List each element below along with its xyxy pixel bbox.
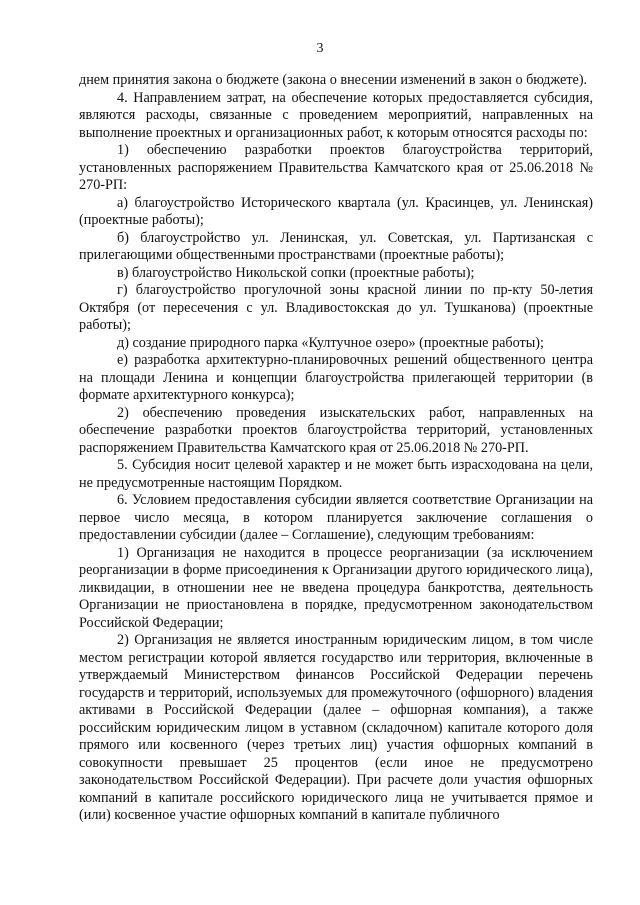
paragraph: 1) Организация не находится в процессе реорганизации (за исключением реорганизации в форме присоединения к Организации другого юридического лица), ликвидации, в отношении нее не введена процедура банкротства, деятельность Организации не приостановлена в порядке, предусмотренном законодательством Российской Федерации;	[79, 544, 593, 631]
paragraph: 2) Организация не является иностранным юридическим лицом, в том числе местом регистрации которой является государство или территория, включенные в утверждаемый Министерством финансов Российской Федерации перечень государств и территорий, используемых для промежуточного (офшорного) владения активами в Российской Федерации (далее – офшорная компания), а также российским юридическим лицом в уставном (складочном) капитале которого доля прямого или косвенного (через третьих лиц) участия офшорных компаний в совокупности превышает 25 процентов (если иное не предусмотрено законодательством Российской Федерации). При расчете доли участия офшорных компаний в капитале российского юридического лица не учитывается прямое и (или) косвенное участие офшорных компаний в капитале публичного	[79, 632, 593, 823]
page-number: 3	[316, 41, 324, 56]
paragraph: а) благоустройство Исторического квартала (ул. Красинцев, ул. Ленинская) (проектные работы);	[79, 194, 593, 228]
paragraph: 2) обеспечению проведения изыскательских работ, направленных на обеспечение разработки проектов благоустройства территорий, установленных распоряжением Правительства Камчатского края от 25.06.2018 № 270-РП.	[79, 404, 593, 456]
paragraph: г) благоустройство прогулочной зоны красной линии по пр-кту 50-летия Октября (от пересечения с ул. Владивостокская до ул. Тушканова) (проектные работы);	[79, 282, 593, 333]
paragraph: д) создание природного парка «Култучное озеро» (проектные работы);	[117, 334, 544, 351]
paragraph: е) разработка архитектурно-планировочных решений общественного центра на площади Ленина и концепции благоустройства прилегающей территории (в формате архитектурного конкурса);	[79, 352, 593, 403]
paragraph: 5. Субсидия носит целевой характер и не может быть израсходована на цели, не предусмотренные настоящим Порядком.	[79, 457, 593, 491]
paragraph: 4. Направлением затрат, на обеспечение которых предоставляется субсидия, являются расходы, связанные с проведением мероприятий, направленных на выполнение проектных и организационных работ, к которым относятся расходы по:	[79, 89, 593, 141]
paragraph: в) благоустройство Никольской сопки (проектные работы);	[117, 264, 475, 281]
paragraph: б) благоустройство ул. Ленинская, ул. Советская, ул. Партизанская с прилегающими общественными пространствами (проектные работы);	[79, 229, 593, 263]
paragraph: днем принятия закона о бюджете (закона о внесении изменений в закон о бюджете).	[79, 72, 588, 88]
paragraph: 6. Условием предоставления субсидии является соответствие Организации на первое число месяца, в котором планируется заключение соглашения о предоставлении субсидии (далее – Соглашение), следующим требованиям:	[79, 492, 593, 543]
document-body	[79, 72, 593, 825]
paragraph: 1) обеспечению разработки проектов благоустройства территорий, установленных распоряжением Правительства Камчатского края от 25.06.2018 № 270-РП:	[79, 142, 593, 193]
